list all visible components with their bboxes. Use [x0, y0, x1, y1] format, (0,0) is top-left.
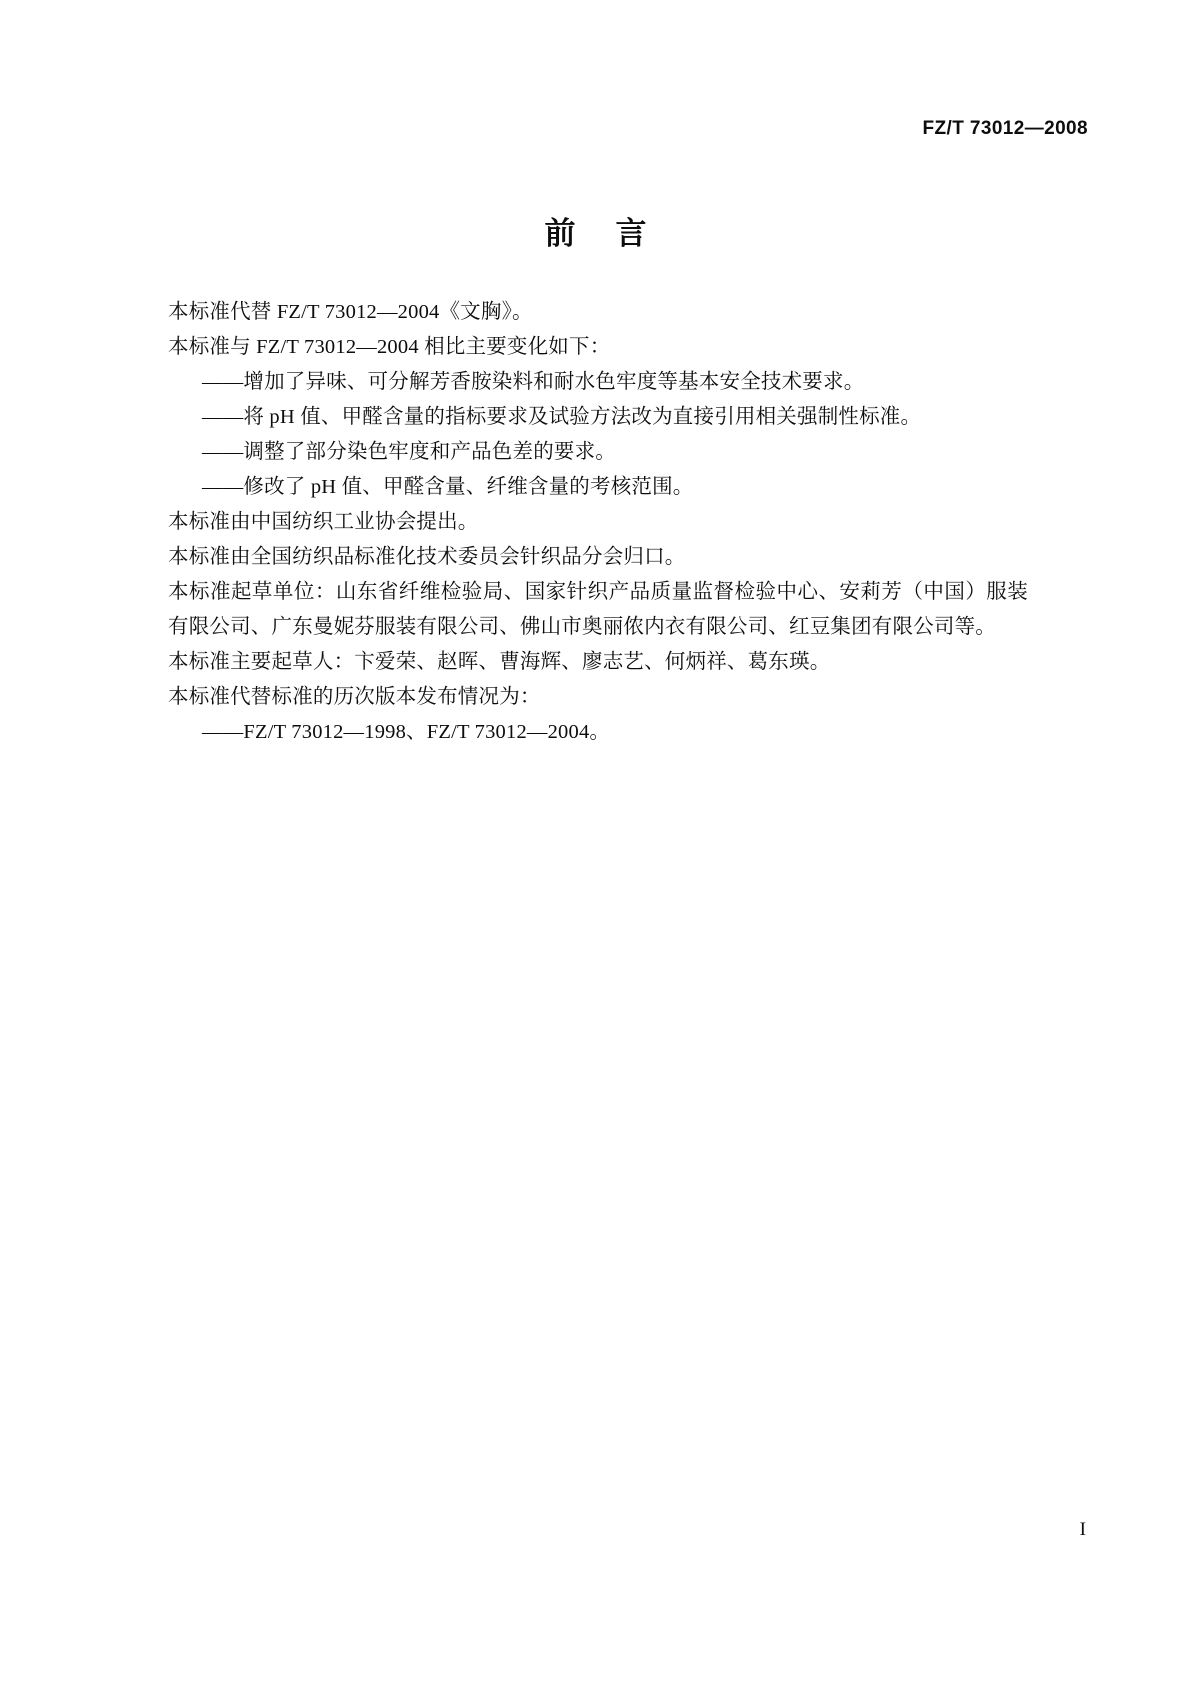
foreword-drafters: 本标准主要起草人：卞爱荣、赵晖、曹海辉、廖志艺、何炳祥、葛东瑛。 [168, 651, 831, 673]
foreword-paragraph: 本标准与 FZ/T 73012—2004 相比主要变化如下： [168, 336, 611, 358]
foreword-drafting-units: 本标准起草单位：山东省纤维检验局、国家针织产品质量监督检验中心、安莉芳（中国）服装有限公司、广东曼妮芬服装有限公司、佛山市奥丽侬内衣有限公司、红豆集团有限公司等。 [168, 581, 1028, 638]
foreword-paragraph: 本标准由全国纺织品标准化技术委员会针织品分会归口。 [168, 546, 686, 568]
foreword-body [168, 295, 1028, 750]
page-number: I [1079, 1519, 1086, 1540]
foreword-paragraph: 本标准代替 FZ/T 73012—2004《文胸》。 [168, 301, 533, 323]
foreword-change-item: ——增加了异味、可分解芳香胺染料和耐水色牢度等基本安全技术要求。 [202, 371, 865, 393]
foreword-previous-versions: ——FZ/T 73012—1998、FZ/T 73012—2004。 [202, 721, 611, 743]
foreword-change-item: ——调整了部分染色牢度和产品色差的要求。 [202, 441, 616, 463]
page-title [0, 208, 1191, 253]
foreword-paragraph: 本标准代替标准的历次版本发布情况为： [168, 686, 541, 708]
page-header-standard-number: FZ/T 73012—2008 [922, 118, 1088, 139]
title-char-1: 前 [544, 216, 576, 251]
foreword-paragraph: 本标准由中国纺织工业协会提出。 [168, 511, 479, 533]
foreword-change-item: ——修改了 pH 值、甲醛含量、纤维含量的考核范围。 [202, 476, 694, 498]
title-char-2: 言 [615, 216, 647, 251]
foreword-change-item: ——将 pH 值、甲醛含量的指标要求及试验方法改为直接引用相关强制性标准。 [202, 406, 922, 428]
